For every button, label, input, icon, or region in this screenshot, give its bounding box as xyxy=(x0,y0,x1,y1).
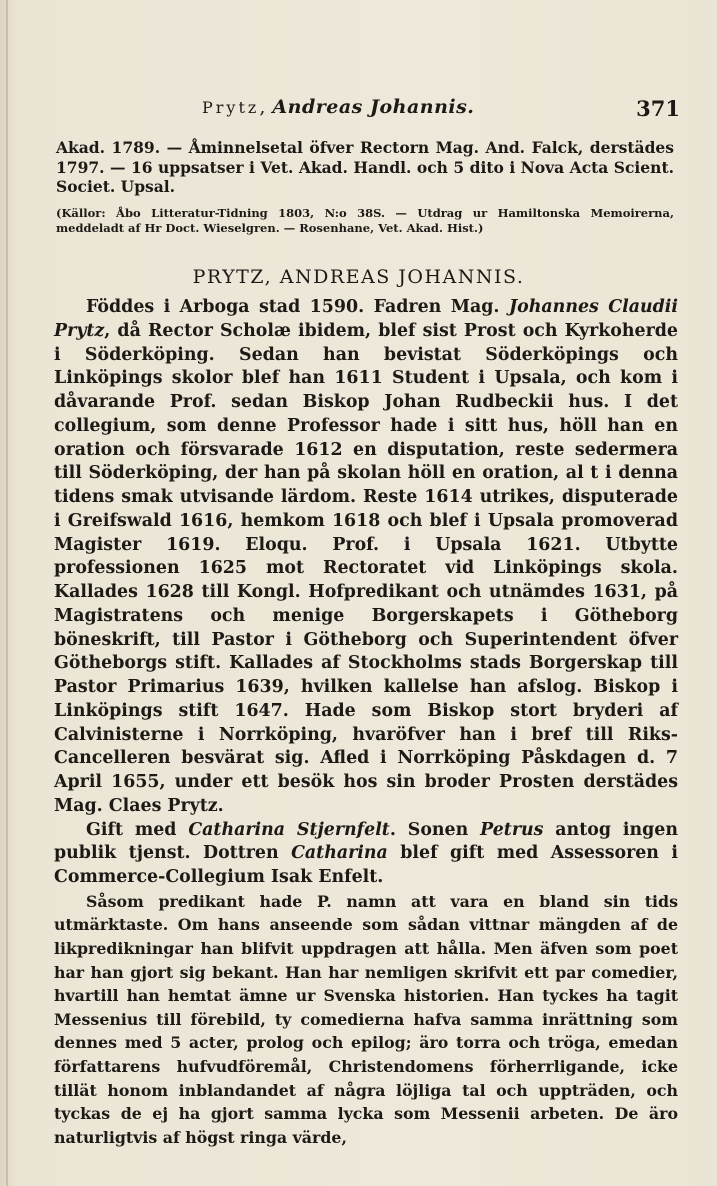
binding-gutter xyxy=(6,0,8,1186)
son-name: Petrus xyxy=(480,819,544,840)
text-run: blef gift med Assessoren i Commerce-Collegium Isak Enfelt. xyxy=(54,843,678,887)
daughter-name: Catharina xyxy=(291,843,388,864)
running-head-surname: Prytz xyxy=(202,98,260,117)
sources-note: (Källor: Åbo Litteratur-Tidning 1803, N:o 38S. — Utdrag ur Hamiltonska Memoirerna, meddeladt af Hr Doct. Wieselgren. — Rosenhane, Vet. Akad. Hist.) xyxy=(56,206,674,235)
text-run: Föddes i Arboga stad 1590. Fadren Mag. xyxy=(86,297,509,317)
wife-name: Catharina Stjernfelt xyxy=(188,819,390,840)
entry-heading: PRYTZ, ANDREAS JOHANNIS. xyxy=(192,266,525,288)
text-run: . Sonen xyxy=(389,819,481,840)
running-head-title: Prytz, Andreas Johannis. xyxy=(202,96,475,118)
text-run: , då Rector Scholæ ibidem, blef sist Prost och Kyrkoherde i Söderköping. Sedan han bevistat Söderköpings och Linköpings skolor blef han 1611 Student i Upsala, och kom i dåvarande Prof. sedan Biskop Johan Rudbeckii hus. I det collegium, som denne Professor hade i sitt hus, höll han en oration och försvarade 1612 en disputation, reste sedermera till Söderköping, der han på skolan höll en oration, al t i denna tidens smak utvisande lärdom. Reste 1614 utrikes, disputerade i Greifswald 1616, hemkom 1618 och blef i Upsala promoverad Magister 1619. Eloqu. Prof. i Upsala 1621. Utbytte professionen 1625 mot Rectoratet vid Linköpings skola. Kallades 1628 till Kongl. Hofpredikant och utnämdes 1631, på Magistratens och menige Borgerskapets i Götheborg böneskrift, till Pastor i Götheborg och Superintendent öfver Götheborgs stift. Kallades af Stockholms stads Borgerskap till Pastor Primarius 1639, hvilken kallelse han afslog. Biskop i Linköpings stift 1647. Hade som Biskop stort bryderi af Calvinisterne i Norrköping, hvaröfver han i bref till Riks-Cancelleren besvärat sig. Afled i Norrköping Påskdagen d. 7 April 1655, under ett besök hos sin broder Prosten derstädes Mag. Claes Prytz. xyxy=(54,320,678,816)
entry-body xyxy=(54,296,678,1149)
previous-entry-tail: Akad. 1789. — Åminnelsetal öfver Rectorn Mag. And. Falck, derstädes 1797. — 16 uppsatser i Vet. Akad. Handl. och 5 dito i Nova Acta Scient. Societ. Upsal. xyxy=(56,138,674,196)
paragraph-family xyxy=(54,819,678,890)
father-name: Johannes Claudii Prytz xyxy=(54,297,679,341)
text-run: Gift med xyxy=(86,819,189,840)
paragraph-biography xyxy=(54,296,678,819)
running-head-given-names: Andreas Johannis. xyxy=(272,96,475,118)
text-run: antog ingen publik tjenst. Dottren xyxy=(54,819,678,864)
running-head xyxy=(52,96,680,130)
page-number: 371 xyxy=(636,96,680,121)
paragraph-assessment: Såsom predikant hade P. namn att vara en bland sin tids utmärktaste. Om hans anseende som sådan vittnar mängden af de likpredikningar han blifvit uppdragen att hålla. Men äfven som poet har han gjort sig bekant. Han har nemligen skrifvit ett par comedier, hvartill han hemtat ämne ur Svenska historien. Han tyckes ha tagit Messenius till förebild, ty comedierna hafva samma inrättning som dennes med 5 acter, prolog och epilog; äro torra och tröga, emedan författarens hufvudföremål, Christendomens förherrligande, icke tillät honom inblandandet af några löjliga tal och uppträden, och tyckas de ej ha gjort samma lycka som Messenii arbeten. De äro naturligtvis af högst ringa värde, xyxy=(54,891,678,1147)
